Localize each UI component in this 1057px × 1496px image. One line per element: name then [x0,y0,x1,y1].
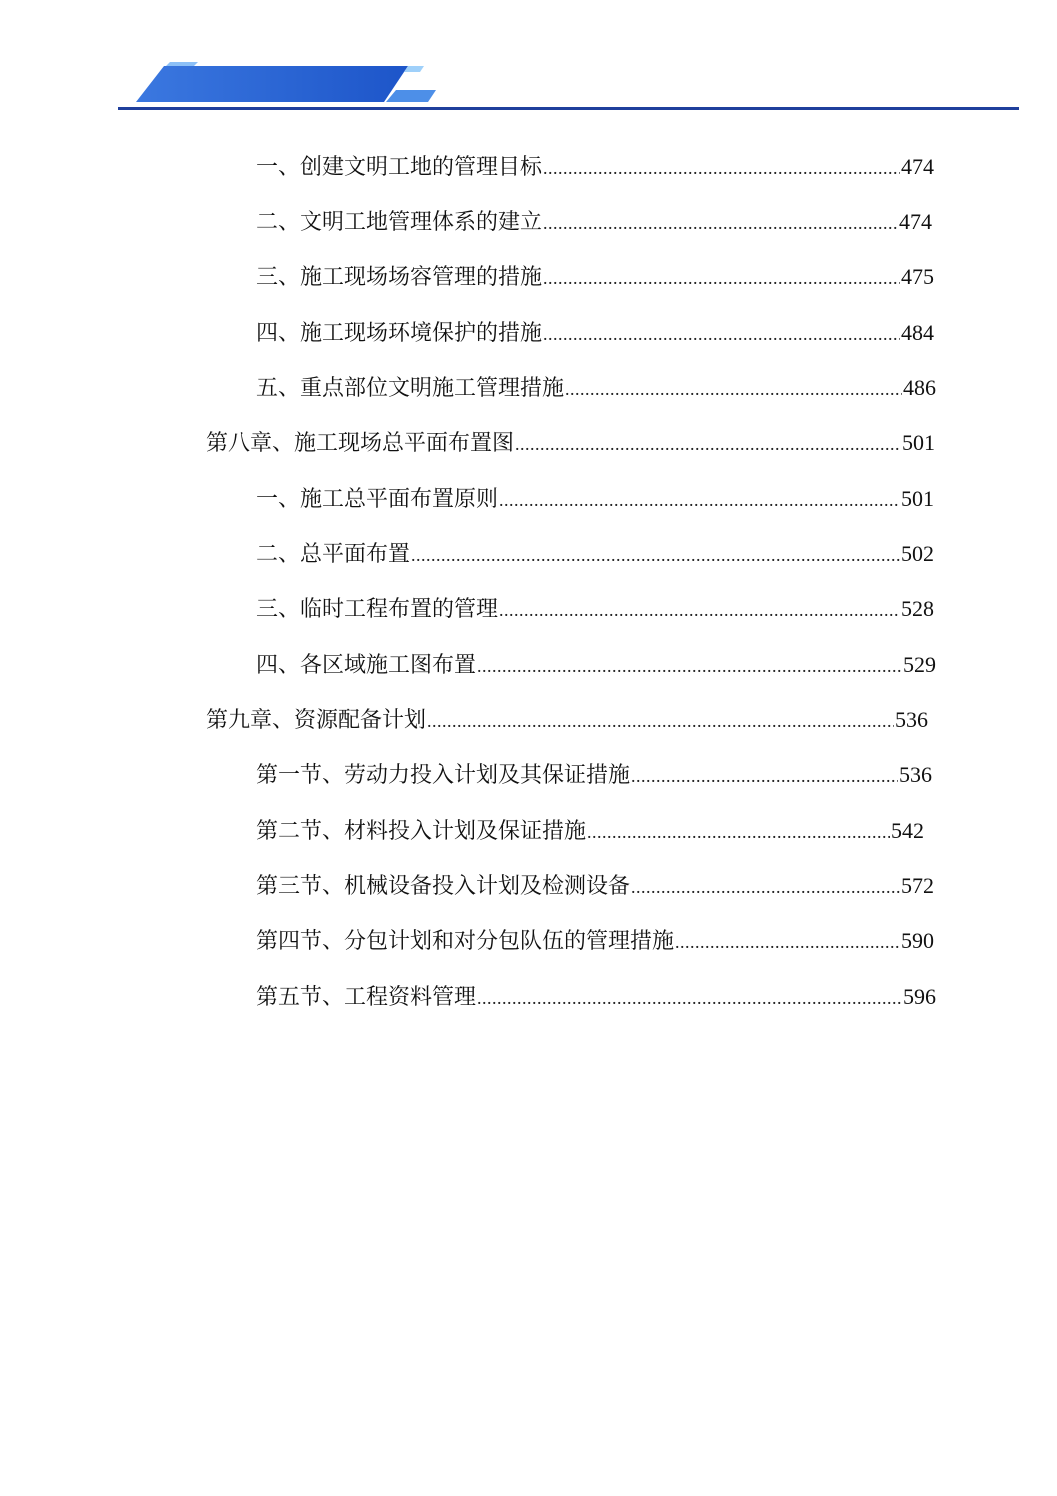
toc-entry[interactable] [256,484,934,514]
toc-entry-title: 四、各区域施工图布置 [256,653,477,678]
toc-entry[interactable] [256,373,936,403]
logo-top-stripe [166,62,198,66]
toc-dot-leader [499,595,900,625]
toc-entry-title: 第四节、分包计划和对分包队伍的管理措施 [256,929,675,954]
toc-dot-leader [543,153,900,183]
toc-entry-title: 第三节、机械设备投入计划及检测设备 [256,874,631,899]
toc-entry-title: 二、总平面布置 [256,542,411,567]
toc-entry[interactable] [256,594,934,624]
toc-dot-leader [543,263,900,293]
toc-dot-leader [565,374,902,404]
toc-entry[interactable] [256,152,934,182]
toc-entry[interactable] [256,650,936,680]
toc-dot-leader [587,817,890,847]
toc-entry[interactable] [256,539,934,569]
toc-entry[interactable] [256,318,934,348]
toc-entry-page: 536 [899,762,932,787]
toc-entry[interactable] [206,428,935,458]
toc-dot-leader [427,706,894,736]
toc-entry[interactable] [256,207,932,237]
toc-dot-leader [543,319,900,349]
toc-entry-title: 三、施工现场场容管理的措施 [256,265,543,290]
toc-entry[interactable] [256,926,934,956]
toc-entry[interactable] [206,705,928,735]
toc-entry-page: 501 [901,486,934,511]
toc-dot-leader [477,983,902,1013]
toc-entry-page: 502 [901,541,934,566]
toc-entry-page: 475 [901,264,934,289]
toc-entry[interactable] [256,816,924,846]
toc-dot-leader [543,208,898,238]
toc-dot-leader [411,540,900,570]
toc-entry-title: 第五节、工程资料管理 [256,985,477,1010]
toc-dot-leader [675,927,900,957]
toc-entry[interactable] [256,262,934,292]
toc-entry-page: 474 [899,209,932,234]
toc-entry-page: 572 [901,873,934,898]
toc-dot-leader [499,485,900,515]
toc-dot-leader [515,429,901,459]
toc-entry-title: 第二节、材料投入计划及保证措施 [256,819,587,844]
toc-dot-leader [631,872,900,902]
toc-entry-page: 474 [901,154,934,179]
toc-entry-title: 三、临时工程布置的管理 [256,597,499,622]
toc-entry[interactable] [256,871,934,901]
logo-small-block [386,90,436,102]
header-rule [118,107,1019,110]
toc-entry-page: 590 [901,928,934,953]
toc-dot-leader [631,761,898,791]
toc-entry-title: 第八章、施工现场总平面布置图 [206,431,515,456]
toc-entry-title: 第九章、资源配备计划 [206,708,427,733]
toc-entry-page: 528 [901,596,934,621]
toc-entry-title: 一、施工总平面布置原则 [256,487,499,512]
toc-entry-page: 529 [903,652,936,677]
toc-entry[interactable] [256,760,932,790]
header-logo-graphic [128,58,448,108]
toc-entry-title: 五、重点部位文明施工管理措施 [256,376,565,401]
toc-entry-title: 二、文明工地管理体系的建立 [256,210,543,235]
toc-entry[interactable] [256,982,936,1012]
toc-dot-leader [477,651,902,681]
toc-entry-title: 一、创建文明工地的管理目标 [256,155,543,180]
logo-main-bar [136,66,408,102]
toc-entry-title: 第一节、劳动力投入计划及其保证措施 [256,763,631,788]
toc-entry-page: 486 [903,375,936,400]
toc-entry-page: 596 [903,984,936,1009]
toc-entry-page: 542 [891,818,924,843]
toc-entry-page: 484 [901,320,934,345]
toc-entry-title: 四、施工现场环境保护的措施 [256,321,543,346]
toc-entry-page: 536 [895,707,928,732]
toc-entry-page: 501 [902,430,935,455]
